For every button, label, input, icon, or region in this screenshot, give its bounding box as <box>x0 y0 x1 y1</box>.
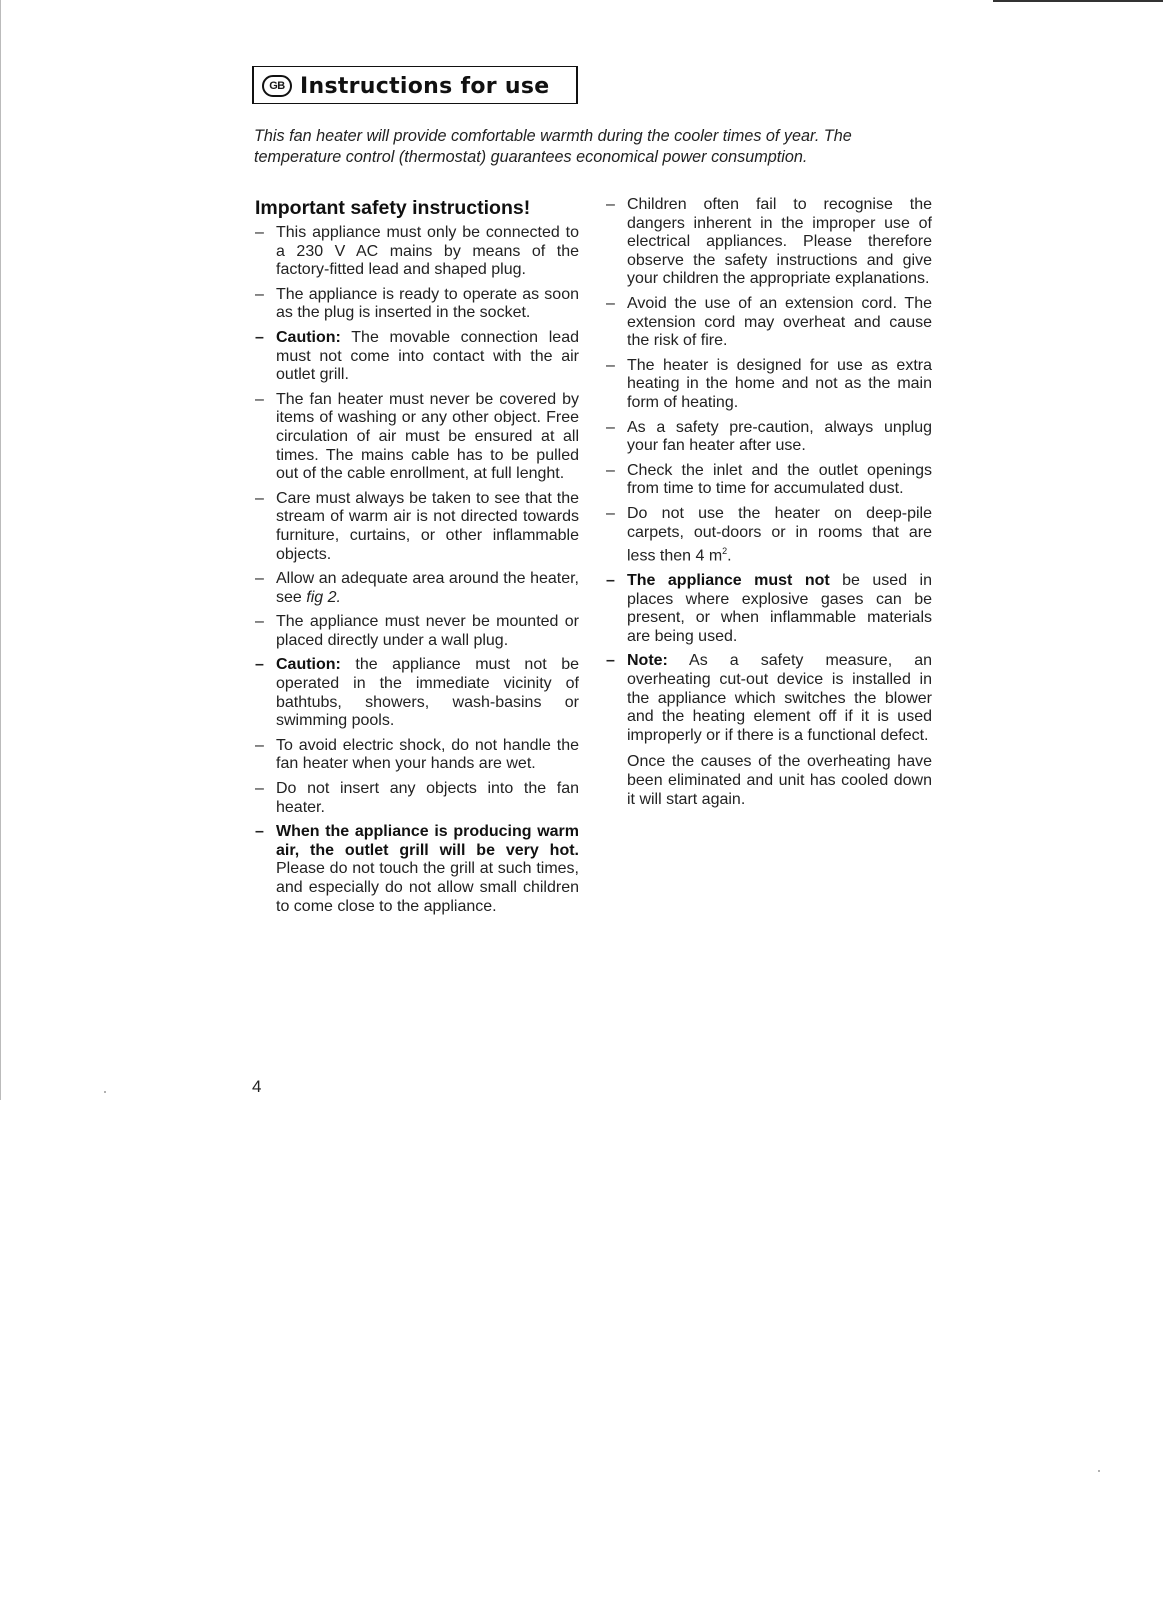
page-edge-top <box>993 0 1163 2</box>
item-text: Care must always be taken to see that the stream of warm air is not directed towards furniture, curtains, or other inflammable objects. <box>276 489 579 563</box>
item-emphasis: Caution: <box>276 656 341 674</box>
list-dash: – <box>255 656 264 674</box>
page-number: 4 <box>252 1077 262 1096</box>
list-item <box>606 357 932 413</box>
list-item <box>255 737 579 774</box>
list-dash: – <box>255 823 264 841</box>
list-dash: – <box>255 613 264 631</box>
item-text: Children often fail to recognise the dangers inherent in the improper use of electrical appliances. Please therefore observe the safety instructions and give your children the appropriate explanations. <box>627 196 932 288</box>
list-item <box>255 656 579 730</box>
list-item <box>606 572 932 646</box>
country-badge: GB <box>262 75 292 97</box>
list-item <box>606 505 932 566</box>
item-text: Avoid the use of an extension cord. The extension cord may overheat and cause the risk of fire. <box>627 294 932 350</box>
item-text: To avoid electric shock, do not handle the fan heater when your hands are wet. <box>276 736 579 773</box>
scan-speck <box>1098 1470 1100 1472</box>
item-text: The fan heater must never be covered by items of washing or any other object. Free circulation of air must be ensured at all times. The mains cable has to be pulled out of the cable enrollment, at full lenght. <box>276 390 579 483</box>
item-emphasis: The appliance must not <box>627 572 830 590</box>
closing-paragraph: Once the causes of the overheating have been eliminated and unit has cooled down it will start again. <box>627 753 932 808</box>
list-item <box>606 196 932 289</box>
item-text: As a safety pre-caution, always unplug your fan heater after use. <box>627 418 932 455</box>
list-dash: – <box>606 572 615 590</box>
item-text: Check the inlet and the outlet openings from time to time for accumulated dust. <box>627 461 932 498</box>
page-edge <box>0 0 1 1100</box>
item-superscript: 2 <box>722 546 728 557</box>
section-heading: Important safety instructions! <box>255 197 531 219</box>
list-item <box>255 613 579 650</box>
list-dash: – <box>255 780 264 798</box>
list-dash: – <box>606 356 615 374</box>
list-dash: – <box>255 736 264 754</box>
header-box <box>252 66 578 104</box>
right-column <box>606 196 932 809</box>
list-dash: – <box>255 570 264 588</box>
item-text: be used in places where explosive gases can be present, or when inflammable materials are being used. <box>627 572 933 645</box>
list-dash: – <box>606 504 615 522</box>
list-item <box>606 295 932 351</box>
list-item <box>606 652 932 745</box>
intro-text: This fan heater will provide comfortable warmth during the cooler times of year. The temperature control (thermostat) guarantees economical power consumption. <box>254 127 852 166</box>
list-dash: – <box>606 461 615 479</box>
list-item <box>255 570 579 607</box>
item-text: the appliance must not be operated in the immediate vicinity of bathtubs, showers, wash-basins or swimming pools. <box>276 656 579 730</box>
list-dash: – <box>606 196 615 213</box>
item-figure-ref: fig 2. <box>306 588 341 606</box>
list-item <box>255 780 579 817</box>
list-item <box>606 462 932 499</box>
list-dash: – <box>606 294 615 312</box>
item-text: Do not insert any objects into the fan heater. <box>276 780 579 816</box>
list-dash: – <box>255 390 264 408</box>
list-item <box>255 224 579 280</box>
scan-speck <box>104 1091 106 1093</box>
item-text: The appliance must never be mounted or placed directly under a wall plug. <box>276 613 579 649</box>
item-text: The movable connection lead must not come into contact with the air outlet grill. <box>276 328 579 384</box>
list-dash: – <box>255 328 264 346</box>
item-text: The appliance is ready to operate as soon as the plug is inserted in the socket. <box>276 285 579 322</box>
list-dash: – <box>255 285 264 303</box>
left-column <box>255 196 579 922</box>
list-item <box>255 329 579 385</box>
list-item <box>255 823 579 916</box>
list-dash: – <box>606 418 615 436</box>
page-title: Instructions for use <box>300 73 550 99</box>
list-item <box>606 419 932 456</box>
list-dash: – <box>606 652 615 670</box>
item-text: This appliance must only be connected to a 230 V AC mains by means of the factory-fitted lead and shaped plug. <box>276 224 579 279</box>
list-item <box>255 490 579 564</box>
list-dash: – <box>255 489 264 507</box>
item-emphasis: Caution: <box>276 328 341 346</box>
right-safety-list <box>606 196 932 745</box>
item-text: As a safety measure, an overheating cut-out device is installed in the appliance which switches the blower and the heating element off if it is used improperly or if there is a functional defect. <box>627 652 932 744</box>
list-item <box>255 286 579 323</box>
item-text: Do not use the heater on deep-pile carpets, out-doors or in rooms that are less then 4 m <box>627 504 932 565</box>
left-safety-list <box>255 224 579 916</box>
item-text-end: . <box>727 547 732 565</box>
item-text: Allow an adequate area around the heater, see <box>276 570 579 606</box>
item-emphasis: When the appliance is producing warm air, the outlet grill will be very hot. <box>276 823 579 859</box>
item-emphasis: Note: <box>627 652 668 670</box>
item-text: The heater is designed for use as extra heating in the home and not as the main form of heating. <box>627 356 932 411</box>
item-text: Please do not touch the grill at such times, and especially do not allow small children to come close to the appliance. <box>276 860 579 915</box>
list-item <box>255 391 579 484</box>
list-dash: – <box>255 224 264 241</box>
